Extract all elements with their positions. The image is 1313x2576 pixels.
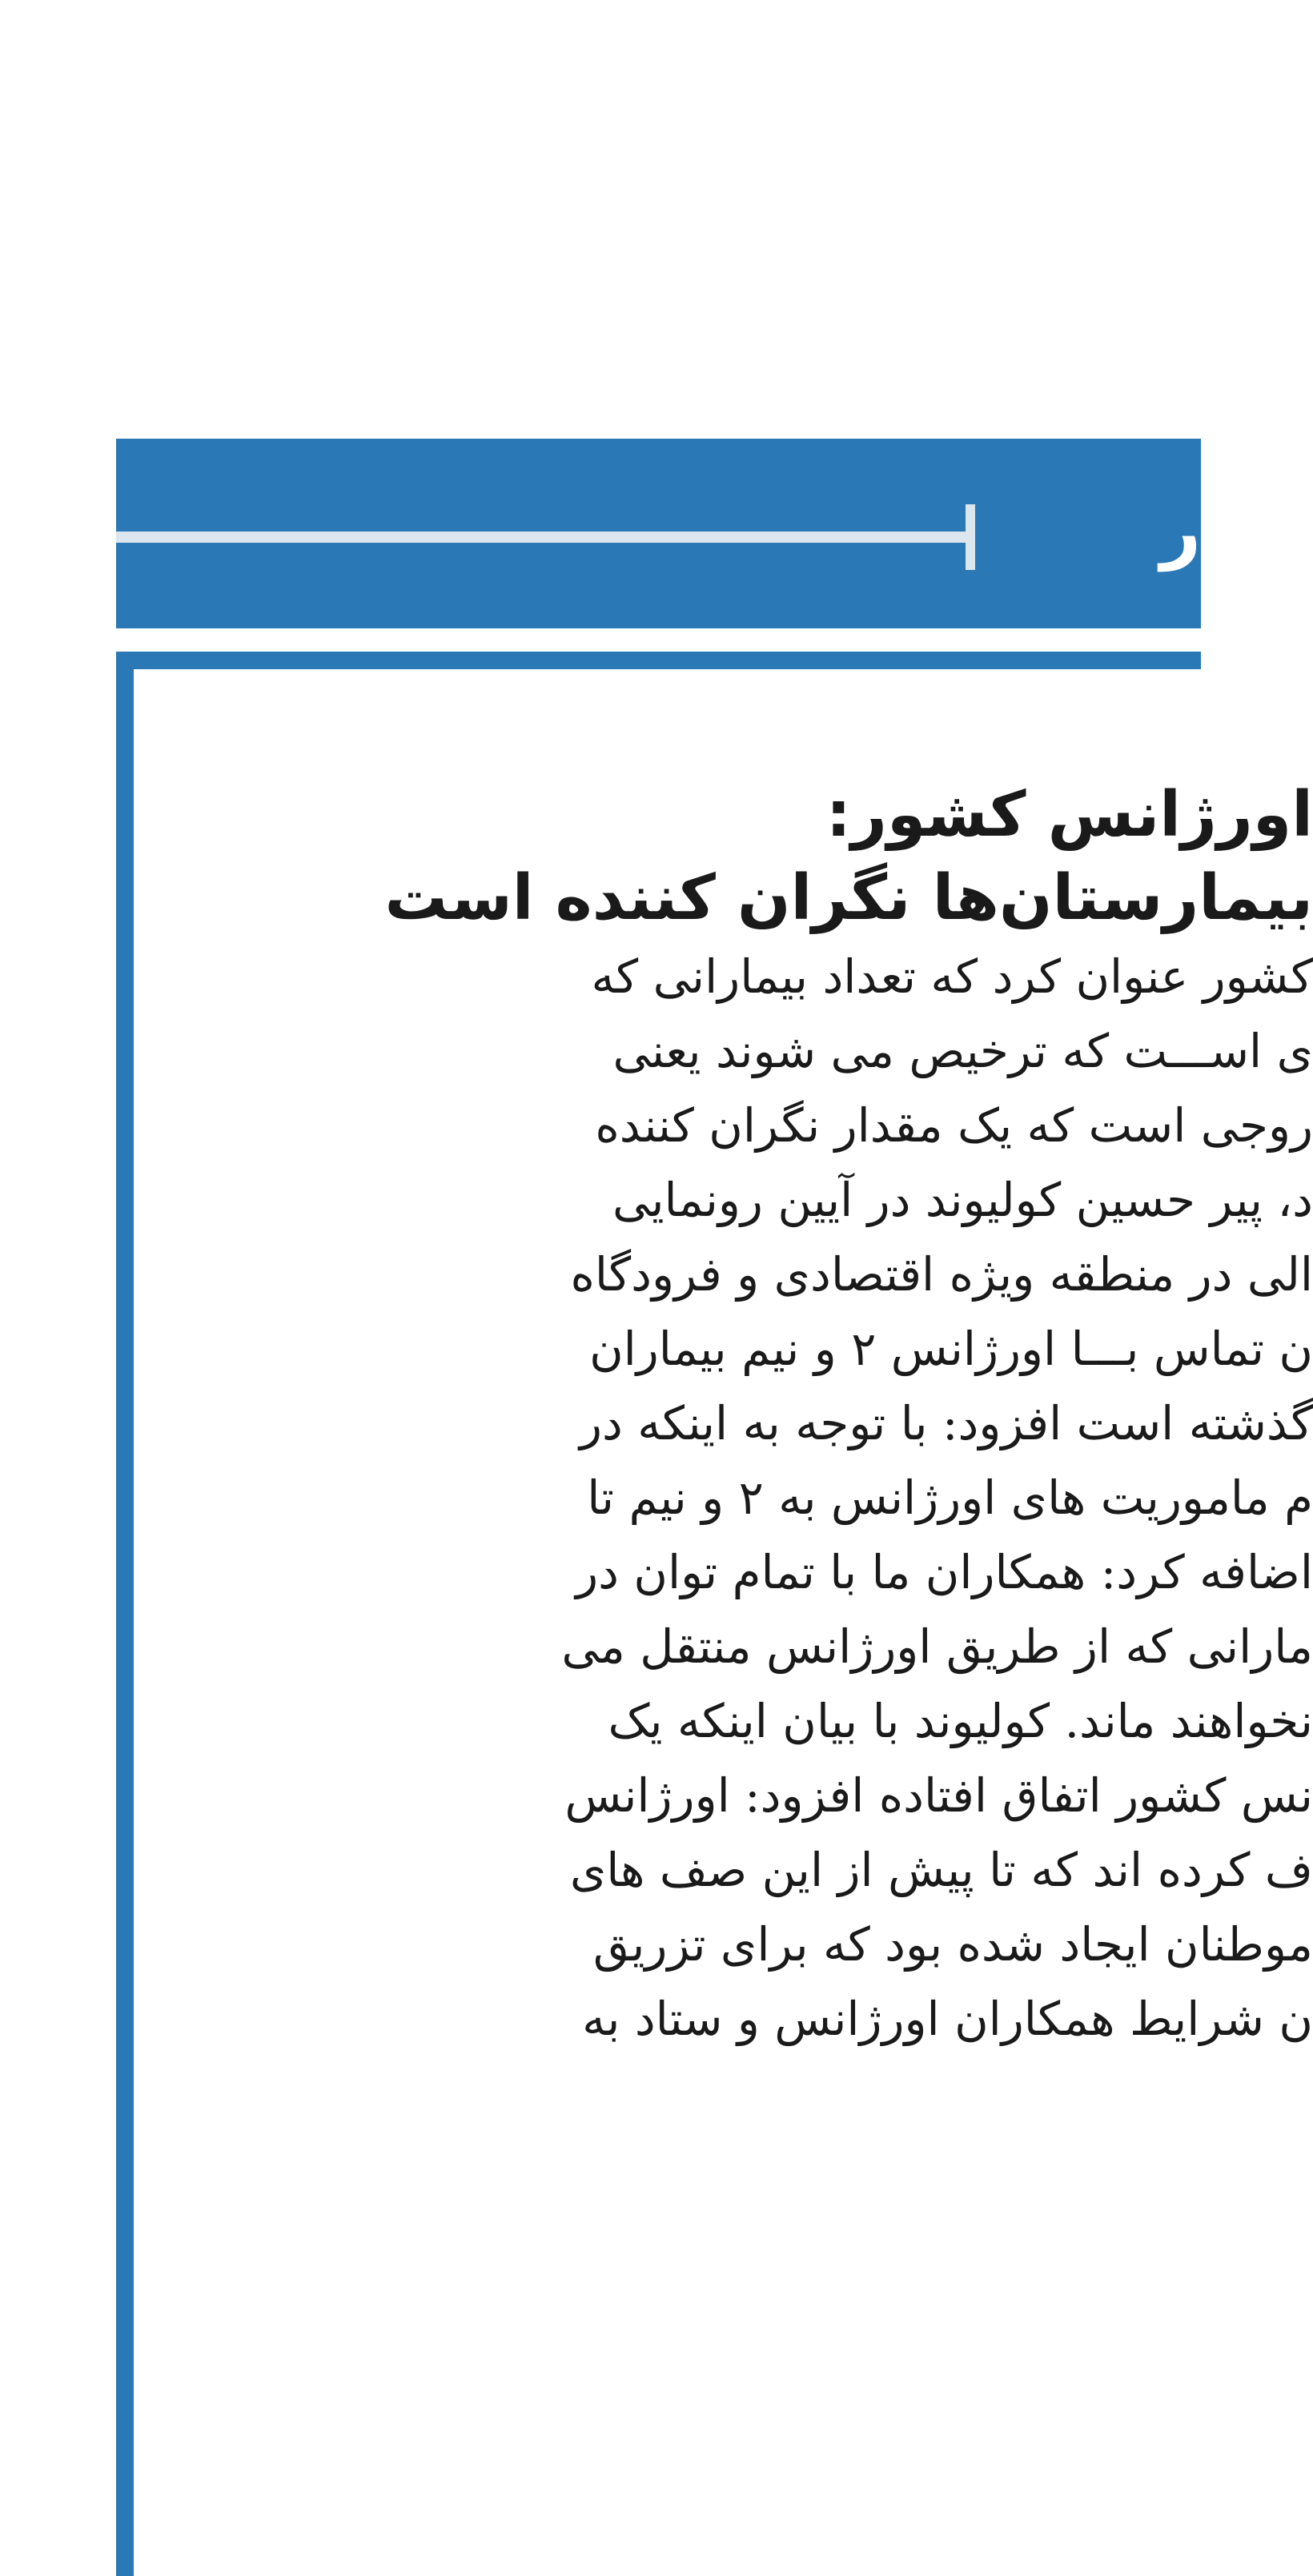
body-line: د، پیر حسین کولیوند در آیین رونمایی bbox=[612, 1173, 1313, 1227]
article-panel bbox=[134, 669, 1313, 2576]
article-body bbox=[232, 940, 1313, 2056]
section-title: ر bbox=[1160, 489, 1201, 572]
body-line: م ماموریت های اورژانس به ۲ و نیم تا bbox=[587, 1471, 1313, 1525]
body-line: گذشته است افزود: با توجه به اینکه در bbox=[579, 1396, 1313, 1451]
body-line: کشور عنوان کرد که تعداد بیمارانی که bbox=[591, 949, 1313, 1004]
body-line: موطنان ایجاد شده بود که برای تزریق bbox=[592, 1917, 1313, 1972]
body-line: ن تماس بـــا اورژانس ۲ و نیم بیماران bbox=[589, 1322, 1313, 1376]
body-line: ن شرایط همکاران اورژانس و ستاد به bbox=[582, 1992, 1313, 2046]
body-line: ی اســـت که ترخیص می شوند یعنی bbox=[612, 1024, 1313, 1078]
headline-line-1: اورژانس کشور: bbox=[825, 779, 1313, 851]
body-line: اضافه کرد: همکاران ما با تمام توان در bbox=[576, 1545, 1313, 1599]
body-line: الی در منطقه ویژه اقتصادی و فرودگاه bbox=[570, 1247, 1313, 1302]
body-line: مارانی که از طریق اورژانس منتقل می bbox=[561, 1619, 1313, 1674]
body-line: روجی است که یک مقدار نگران کننده bbox=[595, 1098, 1313, 1153]
headline-line-2: بیمارستان‌ها نگران کننده است bbox=[384, 862, 1313, 934]
body-line: نخواهند ماند. کولیوند با بیان اینکه یک bbox=[608, 1694, 1313, 1748]
banner-divider-line bbox=[116, 532, 973, 543]
article-frame bbox=[116, 652, 1313, 2576]
banner-divider-tick bbox=[966, 504, 975, 570]
section-banner bbox=[116, 439, 1201, 628]
body-line: نس کشور اتفاق افتاده افزود: اورژانس bbox=[564, 1768, 1313, 1823]
article bbox=[232, 773, 1313, 2056]
body-line: ف کرده اند که تا پیش از این صف های bbox=[569, 1843, 1313, 1897]
